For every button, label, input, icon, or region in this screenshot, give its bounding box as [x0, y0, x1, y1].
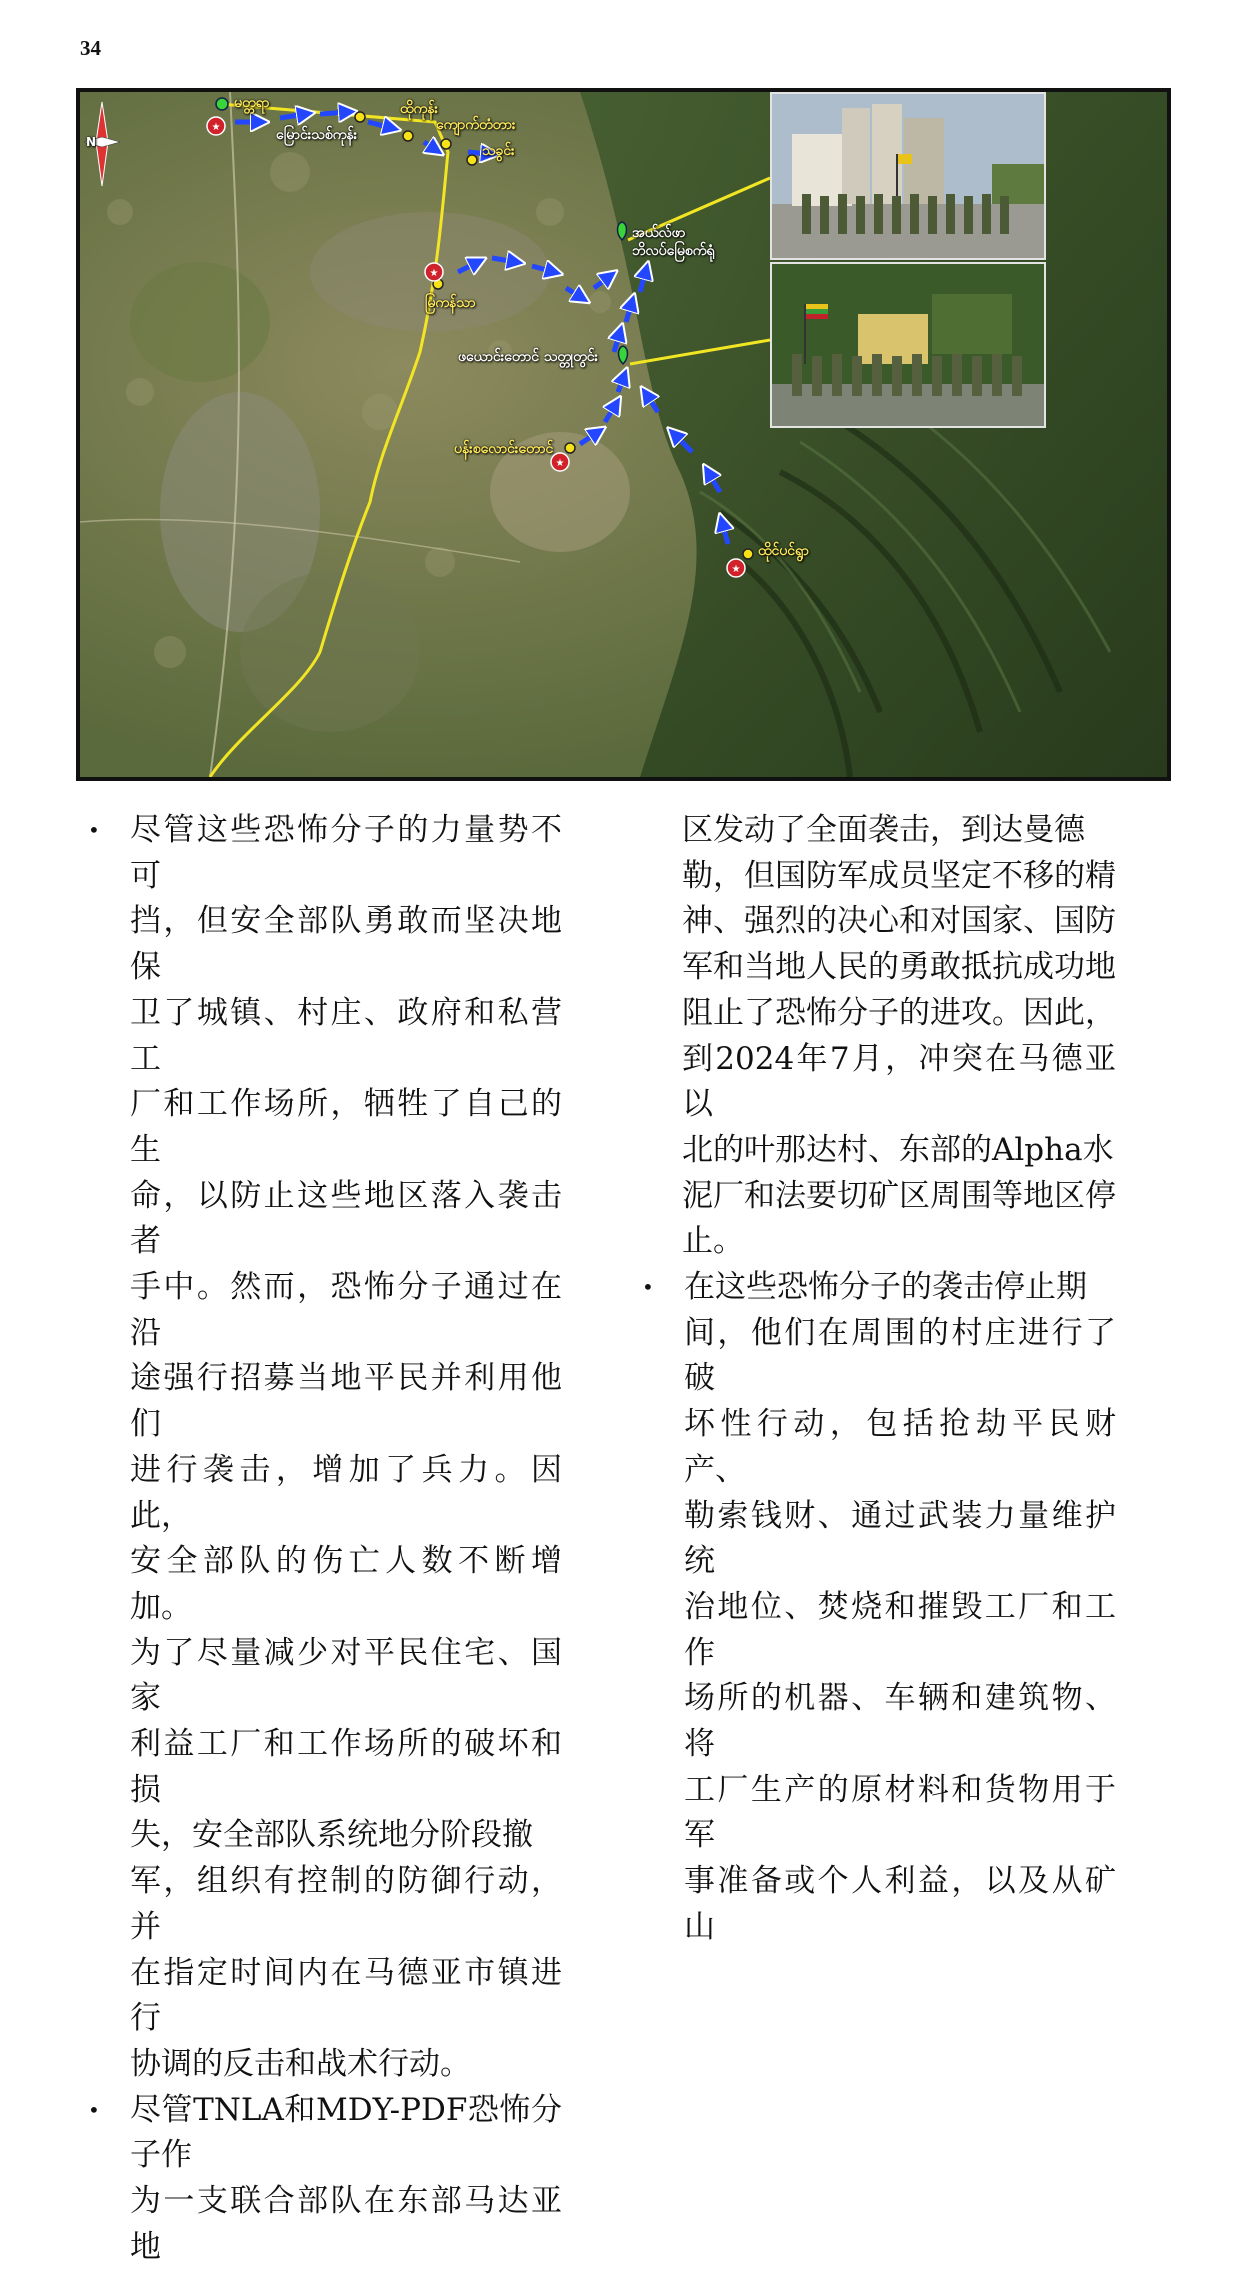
bullet-marker: •: [642, 1275, 654, 1300]
text-line: 在指定时间内在马德亚市镇进行: [130, 1954, 562, 2037]
text-line: 阻止了恐怖分子的进攻。因此，: [682, 994, 1116, 1031]
text-line: 北的叶那达村、东部的Alpha水: [682, 1131, 1114, 1168]
text-line: 进行袭击，增加了兵力。因此，: [130, 1451, 562, 1534]
text-line: 泥厂和法要切矿区周围等地区停: [682, 1177, 1116, 1214]
text-line: 勒，但国防军成员坚定不移的精: [682, 857, 1116, 894]
text-line: 为一支联合部队在东部马达亚地: [130, 2183, 562, 2265]
text-line: 止。: [682, 1223, 744, 1260]
text-line: 区发动了全面袭击，到达曼德: [682, 812, 1085, 848]
text-line: 场所的机器、车辆和建筑物、将: [684, 1680, 1116, 1763]
text-line: 军，组织有控制的防御行动，并: [130, 1863, 562, 1945]
text-line: 卫了城镇、村庄、政府和私营工: [130, 994, 562, 1077]
right-column: [636, 808, 1116, 1951]
text-line: 神、强烈的决心和对国家、国防: [682, 903, 1116, 940]
text-line: 间，他们在周围的村庄进行了破: [684, 1314, 1116, 1397]
label-hto-pin-ywa: ထိုင်ပင်ရွာ: [758, 543, 809, 559]
paragraph-bullet-2: [82, 2088, 562, 2271]
text-line: 在这些恐怖分子的袭击停止期: [684, 1269, 1087, 1306]
left-column: [82, 808, 562, 2271]
text-line: 协调的反击和战术行动。: [130, 2045, 471, 2082]
bullet-marker: •: [88, 2097, 100, 2122]
label-thaw-ngin: သခွင်း: [482, 143, 515, 159]
paragraph-continuation: [636, 808, 1116, 1265]
text-line: 到2024年7月，冲突在马德亚以: [682, 1040, 1116, 1123]
text-line: 为了尽量减少对平民住宅、国家: [130, 1634, 562, 1717]
text-line: 手中。然而，恐怖分子通过在沿: [130, 1269, 562, 1351]
text-line: 命，以防止这些地区落入袭击者: [130, 1177, 562, 1260]
photo-cement-factory-soldiers: [770, 92, 1046, 260]
text-line: 坏性行动，包括抢劫平民财产、: [684, 1406, 1116, 1488]
text-line: 事准备或个人利益，以及从矿山: [684, 1863, 1116, 1945]
text-line: 途强行招募当地平民并利用他们: [130, 1360, 562, 1443]
label-myaung-tha-kone: မြောင်းသစ်ကုန်း: [276, 127, 358, 143]
bullet-marker: •: [88, 818, 100, 842]
label-mattaya: မတ္တရာ: [234, 95, 270, 111]
text-line: 挡，但安全部队勇敢而坚决地保: [130, 903, 562, 986]
text-line: 利益工厂和工作场所的破坏和损: [130, 1726, 562, 1808]
operations-map: [76, 88, 1171, 781]
text-line: 军和当地人民的勇敢抵抗成功地: [682, 949, 1116, 986]
svg-text:★: ★: [731, 564, 741, 575]
label-myakanthar: မြကန်သာ: [425, 295, 476, 311]
text-line: 尽管TNLA和MDY-PDF恐怖分子作: [130, 2091, 562, 2174]
svg-text:★: ★: [555, 458, 565, 469]
label-pannsalaungtaung: ပန်းစလောင်းတောင်: [454, 441, 554, 457]
page-number: 34: [80, 36, 101, 60]
label-phayaungtaung: ဖယောင်းတောင် သတ္တုတွင်း: [458, 349, 599, 365]
photo-soldiers-at-sign: [770, 262, 1046, 428]
paragraph-bullet-1: [82, 808, 562, 2088]
text-line: 厂和工作场所，牺牲了自己的生: [130, 1086, 562, 1168]
text-line: 尽管这些恐怖分子的力量势不可: [130, 812, 562, 894]
text-line: 治地位、焚烧和摧毁工厂和工作: [684, 1588, 1116, 1671]
text-line: 失，安全部队系统地分阶段撤: [130, 1817, 533, 1854]
label-hti-kone: ထိုကုန်း: [400, 101, 439, 117]
label-kyaung-tat-tar: ကျောက်တံတား: [436, 117, 516, 133]
svg-text:★: ★: [429, 268, 439, 279]
label-ayelarpha-cement: ဘိလပ်မြေစက်ရုံ: [632, 243, 715, 259]
paragraph-bullet-3: [636, 1265, 1116, 1951]
compass-letter: N: [86, 135, 97, 149]
label-ayelarpha: အယ်လ်ဖာ: [632, 225, 686, 241]
svg-text:★: ★: [211, 122, 221, 133]
text-line: 工厂生产的原材料和货物用于军: [684, 1771, 1116, 1854]
text-line: 安全部队的伤亡人数不断增加。: [130, 1543, 562, 1625]
text-line: 勒索钱财、通过武装力量维护统: [684, 1497, 1116, 1580]
